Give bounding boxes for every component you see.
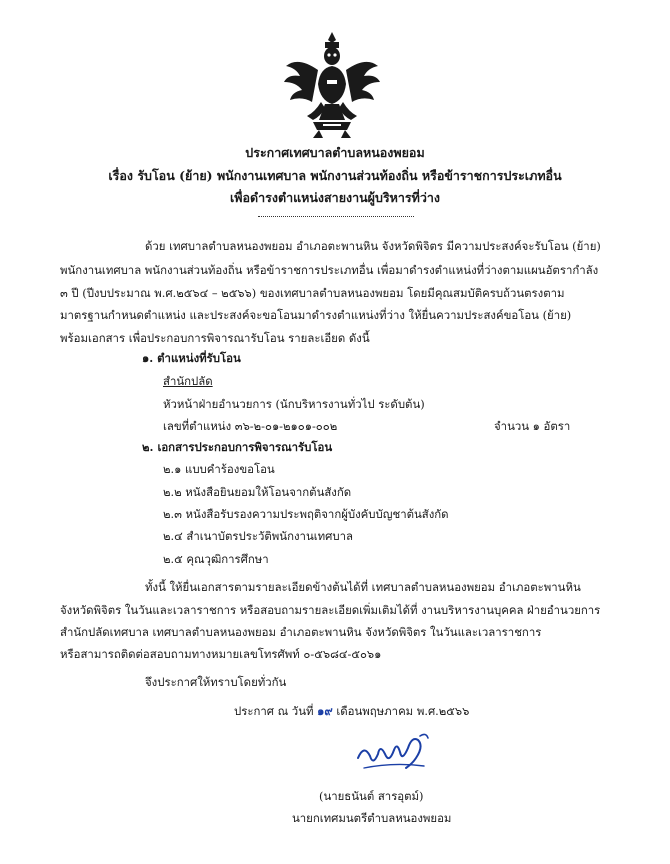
closing-line-2: จังหวัดพิจิตร ในวันและเวลาราชการ หรือสอบถามรายละเอียดเพิ่มเติมได้ที่ งานบริหารงานบุคคล ฝ่ายอำนวยการ (60, 603, 601, 617)
signatory-name: (นายธนันต์ สารอุตม์) (319, 789, 424, 803)
date-prefix: ประกาศ ณ วันที่ (234, 704, 314, 718)
position-quota: จำนวน ๑ อัตรา (494, 419, 571, 433)
dotted-separator (258, 210, 414, 217)
closing-line-3: สำนักปลัดเทศบาล เทศบาลตำบลหนองพยอม อำเภอตะพานหิน จังหวัดพิจิตร ในวันและเวลาราชการ (60, 625, 542, 639)
intro-line-5: พร้อมเอกสาร เพื่อประกอบการพิจารณารับโอน รายละเอียด ดังนี้ (60, 331, 370, 345)
intro-line-2: พนักงานเทศบาล พนักงานส่วนท้องถิ่น หรือข้าราชการประเภทอื่น เพื่อมาดำรงตำแหน่งที่ว่างตามแผนอัตรากำลัง (60, 263, 599, 277)
closing-line-1: ทั้งนี้ ให้ยื่นเอกสารตามรายละเอียดข้างต้นได้ที่ เทศบาลตำบลหนองพยอม อำเภอตะพานหิน (145, 580, 581, 594)
subject-line-1: เรื่อง รับโอน (ย้าย) พนักงานเทศบาล พนักงานส่วนท้องถิ่น หรือข้าราชการประเภทอื่น (108, 168, 562, 183)
signatory-title: นายกเทศมนตรีตำบลหนองพยอม (292, 811, 452, 825)
date-suffix: เดือนพฤษภาคม พ.ศ.๒๕๖๖ (336, 704, 470, 718)
announce-line: จึงประกาศให้ทราบโดยทั่วกัน (145, 675, 287, 689)
document-item: ๒.๒ หนังสือยินยอมให้โอนจากต้นสังกัด (163, 485, 352, 499)
date-day: ๑๙ (317, 704, 333, 718)
document-item: ๒.๕ คุณวุฒิการศึกษา (163, 552, 269, 566)
document-item: ๒.๑ แบบคำร้องขอโอน (163, 462, 275, 476)
section-1-heading: ๑. ตำแหน่งที่รับโอน (142, 351, 241, 365)
announcement-title: ประกาศเทศบาลตำบลหนองพยอม (245, 145, 425, 160)
date-line (234, 703, 469, 719)
garuda-emblem-icon (283, 30, 381, 140)
document-item: ๒.๔ สำเนาบัตรประวัติพนักงานเทศบาล (163, 529, 353, 543)
handwritten-signature (350, 728, 440, 778)
subject-line-2: เพื่อดำรงตำแหน่งสายงานผู้บริหารที่ว่าง (229, 190, 441, 205)
intro-line-1: ด้วย เทศบาลตำบลหนองพยอม อำเภอตะพานหิน จังหวัดพิจิตร มีความประสงค์จะรับโอน (ย้าย) (145, 239, 601, 253)
intro-line-4: มาตรฐานกำหนดตำแหน่ง และประสงค์จะขอโอนมาดำรงตำแหน่งที่ว่าง ให้ยื่นความประสงค์ขอโอน (ย้าย) (60, 308, 572, 322)
intro-line-3: ๓ ปี (ปีงบประมาณ พ.ศ.๒๕๖๔ – ๒๕๖๖) ของเทศบาลตำบลหนองพยอม โดยมีคุณสมบัติครบถ้วนตรงตาม (60, 286, 565, 300)
position-title: หัวหน้าฝ่ายอำนวยการ (นักบริหารงานทั่วไป ระดับต้น) (163, 397, 425, 411)
section-2-heading: ๒. เอกสารประกอบการพิจารณารับโอน (142, 440, 333, 454)
closing-line-4: หรือสามารถติดต่อสอบถามทางหมายเลขโทรศัพท์ ๐-๕๖๘๔-๕๐๖๑ (60, 647, 382, 661)
position-number: เลขที่ตำแหน่ง ๓๖-๒-๐๑-๒๑๐๑-๐๐๒ (163, 419, 338, 433)
office-name: สำนักปลัด (163, 374, 213, 388)
document-item: ๒.๓ หนังสือรับรองความประพฤติจากผู้บังคับบัญชาต้นสังกัด (163, 507, 449, 521)
